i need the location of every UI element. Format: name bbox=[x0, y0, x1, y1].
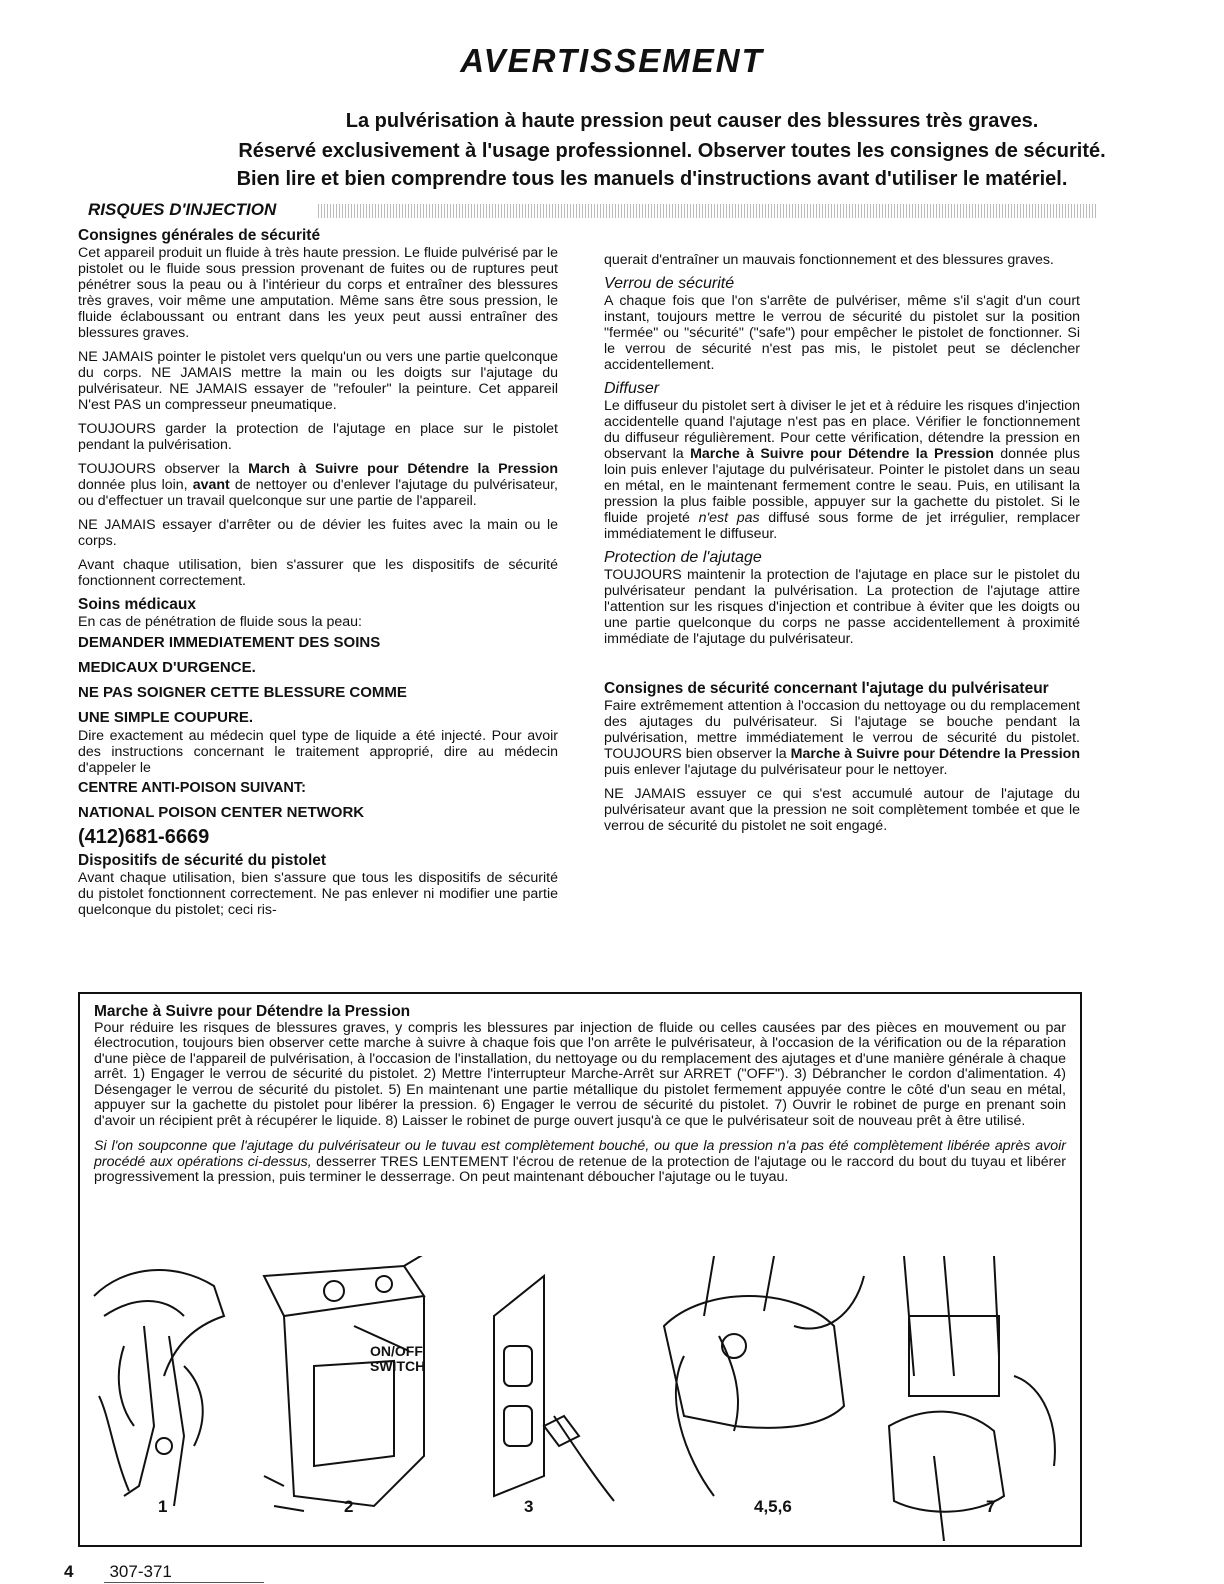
paragraph: A chaque fois que l'on s'arrête de pulvériser, même s'il s'agit d'un court instant, toujours mettre le verrou de sécurité du pistolet sur la position "fermée" ou "sécurité" ("safe") pour empêcher le pistolet de fonctionner. Si le verrou de sécurité n'est pas mis, le pistolet peut se déclencher accidentellement. bbox=[604, 293, 1080, 373]
figure-number: 2 bbox=[344, 1497, 354, 1516]
figure-number: 7 bbox=[986, 1497, 996, 1516]
figure-2-switch bbox=[254, 1256, 474, 1541]
paragraph: Faire extrêmement attention à l'occasion du nettoyage ou du remplacement des ajutages du pulvérisateur. Si l'ajutage se bouche pendant la pulvérisation, mettre immédiatement le verrou de sécurité du pistolet. TOUJOURS bien observer la Marche à Suivre pour Détendre la Pression puis enlever l'ajutage du pulvérisateur pour le nettoyer. bbox=[604, 698, 1081, 778]
heading-safety-lock: Verrou de sécurité bbox=[604, 275, 735, 292]
paragraph: NE JAMAIS essuyer ce qui s'est accumulé autour de l'ajutage du pulvérisateur avant que la pression ne soit complètement tombée et que le verrou de sécurité du pistolet ne soit engagé. bbox=[604, 786, 1080, 834]
right-column bbox=[604, 252, 1080, 842]
paragraph: Avant chaque utilisation, bien s'assure que tous les dispositifs de sécurité du pistolet fonctionnent correctement. Ne pas enlever ni modifier une partie quelconque du pistolet; ceci ris- bbox=[78, 870, 558, 918]
switch-label: ON/OFF SWITCH bbox=[370, 1343, 426, 1374]
emergency-line: NE PAS SOIGNER CETTE BLESSURE COMME bbox=[78, 684, 407, 701]
section-title: RISQUES D'INJECTION bbox=[88, 200, 282, 220]
paragraph: En cas de pénétration de fluide sous la peau: bbox=[78, 614, 362, 630]
figure-1-gun-lock bbox=[84, 1256, 234, 1541]
heading-gun-safety-devices: Dispositifs de sécurité du pistolet bbox=[78, 852, 327, 869]
paragraph: TOUJOURS observer la March à Suivre pour Détendre la Pression donnée plus loin, avant de nettoyer ou d'enlever l'ajutage du pulvérisateur, ou d'effectuer un travail quelconque sur une partie de l'appareil. bbox=[78, 461, 559, 509]
heading-medical-care: Soins médicaux bbox=[78, 596, 197, 613]
paragraph: TOUJOURS garder la protection de l'ajutage en place sur le pistolet pendant la pulvérisation. bbox=[78, 421, 558, 453]
paragraph: NE JAMAIS essayer d'arrêter ou de dévier les fuites avec la main ou le corps. bbox=[78, 517, 558, 549]
emergency-line: UNE SIMPLE COUPURE. bbox=[78, 709, 254, 726]
paragraph: TOUJOURS maintenir la protection de l'ajutage en place sur le pistolet du pulvérisateur pendant la pulvérisation. La protection de l'ajutage attire l'attention sur les risques d'injection et contribue à éviter que les doigts ou une partie quelconque du corps ne passe accidentellement à proximité immédiate de l'ajutage du pulvérisateur. bbox=[604, 567, 1080, 647]
outlet-plug-icon bbox=[484, 1256, 624, 1541]
pressure-relief-box bbox=[78, 992, 1082, 1547]
figure-number: 4,5,6 bbox=[754, 1497, 792, 1516]
warning-line-2: Réservé exclusivement à l'usage professionnel. Observer toutes les consignes de sécurité. bbox=[238, 140, 1106, 162]
page-title: AVERTISSEMENT bbox=[460, 42, 764, 79]
pressure-relief-text bbox=[94, 1004, 1066, 1196]
paragraph: Pour réduire les risques de blessures graves, y compris les blessures par injection de fluide ou celles causées par des pièces en mouvement ou par électrocution, toujours bien observer cette marche à suivre à chaque fois que l'on arrête le pulvérisateur, à l'occasion de la vérification ou de la réparation d'une pièce de l'appareil de pulvérisation, à l'occasion de l'installation, du nettoyage ou du remplacement des ajutages et d'une manière générale à chaque arrêt. 1) Engager le verrou de sécurité du pistolet. 2) Mettre l'interrupteur Marche-Arrêt sur ARRET ("OFF"). 3) Débrancher le cordon d'alimentation. 4) Désengager le verrou de sécurité du pistolet. 5) En maintenant une partie métallique du pistolet fermement appuyée contre le côté d'un seau en métal, appuyer sur la gachette du pistolet pour libérer la pression. 6) Engager le verrou de sécurité du pistolet. 7) Ouvrir le robinet de purge en prenant soin d'avoir un récipient prêt à récupérer le liquide. 8) Laisser le robinet de purge ouvert jusqu'à ce que le pulvérisateur soit de nouveau prêt à être utilisé. bbox=[94, 1019, 1066, 1129]
paragraph: Dire exactement au médecin quel type de liquide a été injecté. Pour avoir des instructions concernant le traitement approprié, dire au médecin d'appeler le bbox=[78, 728, 558, 776]
paragraph: querait d'entraîner un mauvais fonctionnement et des blessures graves. bbox=[604, 252, 1054, 268]
figure-7-drain-valve bbox=[884, 1256, 1076, 1541]
paragraph: Le diffuseur du pistolet sert à diviser le jet et à réduire les risques d'injection accidentelle quand l'ajutage n'est pas en place. Vérifier le fonctionnement du diffuseur régulièrement. Pour cette vérification, détendre la pression en observant la Marche à Suivre pour Détendre la Pression donnée plus loin puis enlever l'ajutage du pulvérisateur. Pointer le pistolet dans un seau en métal, en le maintenant fermement contre le seau. Puis, en utilisant la pression la plus faible possible, appuyer sur la gachette du pistolet. Si le fluide projeté n'est pas diffusé sous forme de jet irrégulier, remplacer immédiatement le diffuseur. bbox=[604, 398, 1081, 542]
emergency-line: MEDICAUX D'URGENCE. bbox=[78, 659, 256, 676]
page-footer bbox=[64, 1562, 172, 1582]
section-shading bbox=[318, 204, 1096, 218]
poison-center-label: CENTRE ANTI-POISON SUIVANT: bbox=[78, 780, 306, 796]
paragraph: NE JAMAIS pointer le pistolet vers quelqu'un ou vers une partie quelconque du corps. NE JAMAIS mettre la main ou les doigts sur l'ajutage du pulvérisateur. NE JAMAIS essayer de "refouler" la peinture. Cet appareil N'est PAS un compresseur pneumatique. bbox=[78, 349, 558, 413]
switch-box-icon bbox=[254, 1256, 474, 1541]
figure-number: 1 bbox=[158, 1497, 168, 1516]
figure-3-unplug bbox=[484, 1256, 624, 1541]
figure-number: 3 bbox=[524, 1497, 534, 1516]
procedure-illustrations bbox=[84, 1256, 1076, 1541]
warning-line-1: La pulvérisation à haute pression peut causer des blessures très graves. bbox=[345, 110, 1039, 132]
paragraph: Avant chaque utilisation, bien s'assurer que les dispositifs de sécurité fonctionnent correctement. bbox=[78, 557, 558, 589]
poison-center-name: NATIONAL POISON CENTER NETWORK bbox=[78, 804, 365, 821]
page-number: 4 bbox=[64, 1562, 74, 1581]
paragraph: Cet appareil produit un fluide à très haute pression. Le fluide pulvérisé par le pistolet ou le fluide sous pression provenant de fuites ou de ruptures peut pénétrer sous la peau ou à l'intérieur du corps et entraîner des blessures très graves, voir même une amputation. Même sans être sous pression, le fluide éclaboussant ou entrant dans les yeux peut aussi entraîner des blessures graves. bbox=[78, 245, 558, 341]
heading-tip-safety: Consignes de sécurité concernant l'ajutage du pulvérisateur bbox=[604, 680, 1049, 697]
heading-general-safety: Consignes générales de sécurité bbox=[78, 227, 321, 244]
figure-4-5-6-trigger bbox=[624, 1256, 884, 1541]
section-header bbox=[88, 200, 1096, 222]
document-code: 307-371 bbox=[109, 1562, 172, 1581]
warning-line-3: Bien lire et bien comprendre tous les manuels d'instructions avant d'utiliser le matériel. bbox=[236, 168, 1068, 190]
heading-tip-guard: Protection de l'ajutage bbox=[604, 549, 762, 566]
poison-center-phone: (412)681-6669 bbox=[78, 826, 210, 848]
drain-valve-icon bbox=[884, 1256, 1076, 1541]
pressure-relief-title: Marche à Suivre pour Détendre la Pression bbox=[94, 1003, 411, 1020]
paragraph: Si l'on soupconne que l'ajutage du pulvérisateur ou le tuvau est complètement bouché, ou que la pression n'a pas été complètement libérée après avoir procédé aux opérations ci-dessus, desserrer TRES LENTEMENT l'écrou de retenue de la protection de l'ajutage ou le raccord du bout du tuyau et libérer progressivement la pression, puis terminer le desserrage. On peut maintenant déboucher l'ajutage ou le tuyau. bbox=[94, 1138, 1066, 1185]
left-column bbox=[78, 224, 558, 926]
emergency-line: DEMANDER IMMEDIATEMENT DES SOINS bbox=[78, 634, 381, 651]
footer-rule bbox=[104, 1582, 264, 1583]
heading-diffuser: Diffuser bbox=[604, 380, 660, 397]
